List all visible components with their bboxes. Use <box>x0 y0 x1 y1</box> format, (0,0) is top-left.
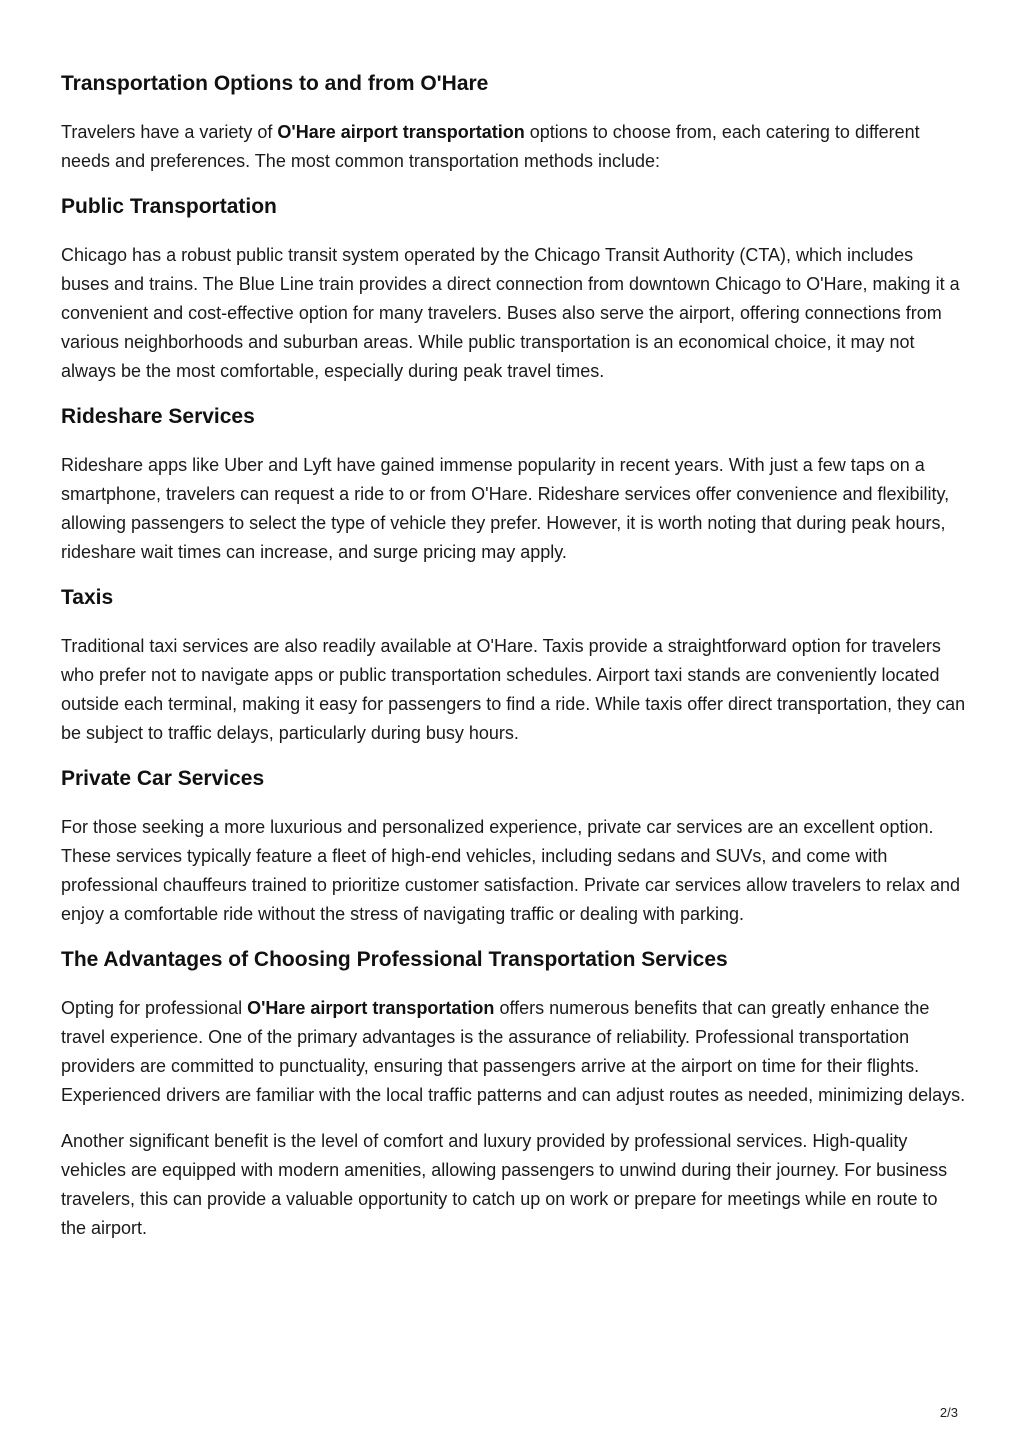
paragraph: Another significant benefit is the level of comfort and luxury provided by professional services. High-quality vehicles are equipped with modern amenities, allowing passengers to unwind during their journey. For business travelers, this can provide a valuable opportunity to catch up on work or prepare for meetings while en route to the airport. <box>61 1131 948 1238</box>
section-heading: Public Transportation <box>61 195 277 218</box>
section-heading: Private Car Services <box>61 767 265 790</box>
section-taxis <box>61 584 966 748</box>
section-rideshare-services <box>61 403 966 567</box>
section-heading: The Advantages of Choosing Professional Transportation Services <box>61 948 728 971</box>
page-number: 2/3 <box>939 1405 958 1420</box>
paragraph: For those seeking a more luxurious and personalized experience, private car services are an excellent option. These services typically feature a fleet of high-end vehicles, including sedans and SUVs, and come with professional chauffeurs trained to prioritize customer satisfaction. Private car services allow travelers to relax and enjoy a comfortable ride without the stress of navigating traffic or dealing with parking. <box>61 817 961 924</box>
bold-keyword: O'Hare airport transportation <box>247 998 495 1018</box>
paragraph: Opting for professional O'Hare airport transportation offers numerous benefits that can greatly enhance the travel experience. One of the primary advantages is the assurance of reliability. Professional transportation providers are committed to punctuality, ensuring that passengers arrive at the airport on time for their flights. Experienced drivers are familiar with the local traffic patterns and can adjust routes as needed, minimizing delays. <box>61 998 966 1105</box>
paragraph: Travelers have a variety of O'Hare airport transportation options to choose from, each catering to different needs and preferences. The most common transportation methods include: <box>61 122 920 171</box>
paragraph: Traditional taxi services are also readily available at O'Hare. Taxis provide a straightforward option for travelers who prefer not to navigate apps or public transportation schedules. Airport taxi stands are conveniently located outside each terminal, making it easy for passengers to find a ride. While taxis offer direct transportation, they can be subject to traffic delays, particularly during busy hours. <box>61 636 966 743</box>
bold-keyword: O'Hare airport transportation <box>277 122 525 142</box>
section-heading: Transportation Options to and from O'Hare <box>61 72 489 95</box>
paragraph: Rideshare apps like Uber and Lyft have gained immense popularity in recent years. With just a few taps on a smartphone, travelers can request a ride to or from O'Hare. Rideshare services offer convenience and flexibility, allowing passengers to select the type of vehicle they prefer. However, it is worth noting that during peak hours, rideshare wait times can increase, and surge pricing may apply. <box>61 455 950 562</box>
section-private-car-services <box>61 765 966 929</box>
section-heading: Taxis <box>61 586 114 609</box>
section-heading: Rideshare Services <box>61 405 255 428</box>
section-advantages <box>61 946 966 1243</box>
section-transportation-options <box>61 70 966 176</box>
document-page <box>61 70 966 1260</box>
section-public-transportation <box>61 193 966 386</box>
paragraph: Chicago has a robust public transit system operated by the Chicago Transit Authority (CTA), which includes buses and trains. The Blue Line train provides a direct connection from downtown Chicago to O'Hare, making it a convenient and cost-effective option for many travelers. Buses also serve the airport, offering connections from various neighborhoods and suburban areas. While public transportation is an economical choice, it may not always be the most comfortable, especially during peak travel times. <box>61 245 960 381</box>
